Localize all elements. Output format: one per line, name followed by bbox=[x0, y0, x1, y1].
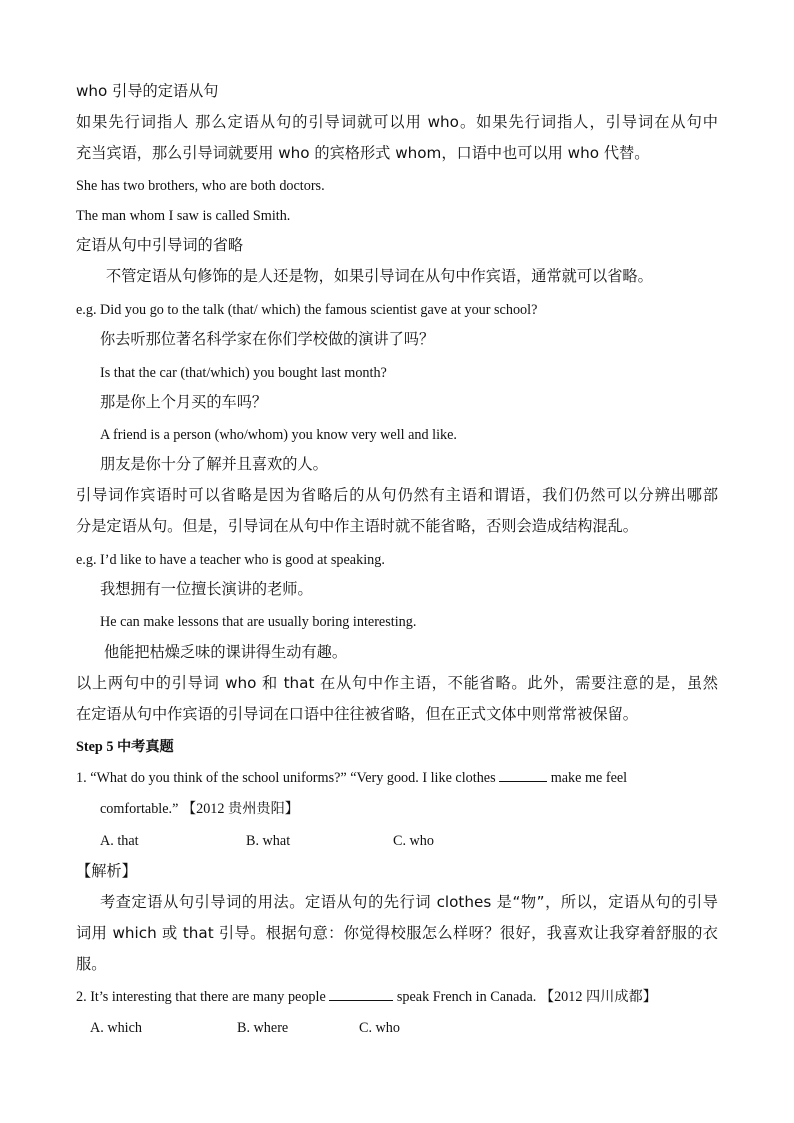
option-b: B. where bbox=[237, 1020, 289, 1036]
example-sentence: She has two brothers, who are both doctors. bbox=[76, 178, 325, 194]
paragraph-line: 引导词作宾语时可以省略是因为省略后的从句仍然有主语和谓语，我们仍然可以分辨出哪部 bbox=[76, 486, 718, 504]
example-sentence: The man whom I saw is called Smith. bbox=[76, 208, 291, 224]
paragraph-line: 在定语从句中作宾语的引导词在口语中往往被省略，但在正式文体中则常常被保留。 bbox=[76, 705, 638, 723]
analysis-heading: 【解析】 bbox=[76, 862, 137, 880]
section-heading-omission: 定语从句中引导词的省略 bbox=[76, 236, 244, 254]
answer-blank bbox=[499, 780, 547, 782]
example-sentence: He can make lessons that are usually boring interesting. bbox=[100, 614, 417, 630]
paragraph-line: 以上两句中的引导词 who 和 that 在从句中作主语，不能省略。此外，需要注意的是，虽然 bbox=[76, 674, 718, 692]
option-c: C. who bbox=[359, 1020, 400, 1036]
paragraph-line: 分是定语从句。但是，引导词在从句中作主语时就不能省略，否则会造成结构混乱。 bbox=[76, 517, 638, 535]
analysis-line: 考查定语从句引导词的用法。定语从句的先行词 clothes 是“物”，所以，定语从句的引导 bbox=[100, 893, 718, 911]
question-2-text bbox=[76, 990, 657, 1004]
question-2-part-b: speak French in Canada. 【2012 四川成都】 bbox=[396, 989, 657, 1005]
analysis-line: 服。 bbox=[76, 955, 107, 973]
example-sentence: A friend is a person (who/whom) you know very well and like. bbox=[100, 427, 457, 443]
option-a: A. which bbox=[90, 1020, 143, 1036]
example-sentence: Is that the car (that/which) you bought last month? bbox=[100, 365, 387, 381]
example-sentence: e.g. Did you go to the talk (that/ which) the famous scientist gave at your school? bbox=[76, 302, 538, 318]
example-sentence: e.g. I’d like to have a teacher who is good at speaking. bbox=[76, 552, 385, 568]
question-2-part-a: 2. It’s interesting that there are many people bbox=[76, 989, 326, 1005]
answer-blank bbox=[329, 999, 393, 1001]
question-1-part-a: 1. “What do you think of the school uniforms?” “Very good. I like clothes bbox=[76, 770, 496, 786]
step-heading: Step 5 中考真题 bbox=[76, 739, 174, 755]
option-c: C. who bbox=[393, 833, 434, 849]
paragraph-line: 如果先行词指人 那么定语从句的引导词就可以用 who。如果先行词指人，引导词在从句中 bbox=[76, 113, 718, 131]
translation-line: 他能把枯燥乏味的课讲得生动有趣。 bbox=[104, 643, 347, 661]
translation-line: 朋友是你十分了解并且喜欢的人。 bbox=[100, 455, 328, 473]
question-1-text bbox=[76, 771, 627, 785]
question-1-source: comfortable.” 【2012 贵州贵阳】 bbox=[100, 801, 299, 817]
paragraph-line: 不管定语从句修饰的是人还是物，如果引导词在从句中作宾语，通常就可以省略。 bbox=[106, 267, 653, 285]
section-heading-who: who 引导的定语从句 bbox=[76, 82, 219, 100]
translation-line: 我想拥有一位擅长演讲的老师。 bbox=[100, 580, 313, 598]
option-b: B. what bbox=[246, 833, 291, 849]
translation-line: 你去听那位著名科学家在你们学校做的演讲了吗？ bbox=[100, 330, 435, 348]
paragraph-line: 充当宾语，那么引导词就要用 who 的宾格形式 whom，口语中也可以用 who 代替。 bbox=[76, 144, 650, 162]
question-1-part-b: make me feel bbox=[550, 770, 628, 786]
translation-line: 那是你上个月买的车吗？ bbox=[100, 393, 268, 411]
analysis-line: 词用 which 或 that 引导。根据句意：你觉得校服怎么样呀？很好，我喜欢让我穿着舒服的衣 bbox=[76, 924, 718, 942]
option-a: A. that bbox=[100, 833, 139, 849]
